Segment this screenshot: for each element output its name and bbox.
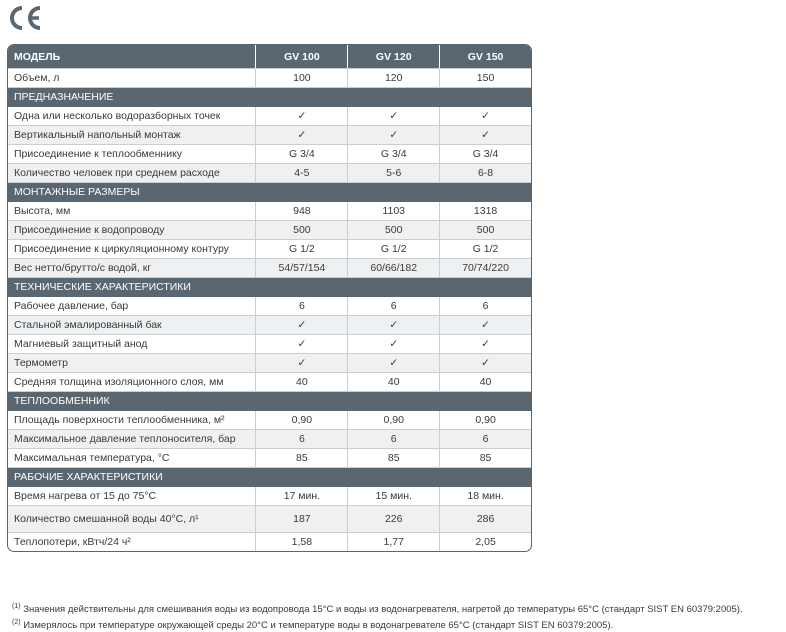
- row-value-gv100: G 3/4: [255, 145, 347, 164]
- row-value-gv150: ✓: [439, 316, 531, 335]
- table-row: [8, 411, 531, 430]
- table-row: [8, 373, 531, 392]
- row-label: Присоединение к теплообменнику: [8, 145, 255, 164]
- row-value-gv120: G 1/2: [347, 240, 439, 259]
- table-row: [8, 126, 531, 145]
- row-value-gv150: ✓: [439, 126, 531, 145]
- row-value-gv150: 286: [439, 506, 531, 533]
- row-value-gv120: ✓: [347, 335, 439, 354]
- table-row: [8, 240, 531, 259]
- row-value-gv120: 40: [347, 373, 439, 392]
- row-value-gv150: G 3/4: [439, 145, 531, 164]
- footnote-1: [12, 600, 743, 616]
- section-title: МОНТАЖНЫЕ РАЗМЕРЫ: [8, 183, 531, 202]
- row-value-gv150: G 1/2: [439, 240, 531, 259]
- row-value-gv100: 40: [255, 373, 347, 392]
- row-value-gv120: ✓: [347, 107, 439, 126]
- row-label: Рабочее давление, бар: [8, 297, 255, 316]
- table-row: [8, 164, 531, 183]
- row-value-gv100: 500: [255, 221, 347, 240]
- row-value-gv120: G 3/4: [347, 145, 439, 164]
- table-row: [8, 335, 531, 354]
- row-label: Количество смешанной воды 40°C, л¹: [8, 506, 255, 533]
- row-value-gv120: 1103: [347, 202, 439, 221]
- table-row: [8, 297, 531, 316]
- row-value-gv150: 500: [439, 221, 531, 240]
- row-value-gv100: 4-5: [255, 164, 347, 183]
- row-value-gv100: 948: [255, 202, 347, 221]
- row-label: Объем, л: [8, 69, 255, 88]
- row-label: Высота, мм: [8, 202, 255, 221]
- spec-table-body: [8, 69, 531, 551]
- table-row: [8, 202, 531, 221]
- row-value-gv100: 0,90: [255, 411, 347, 430]
- row-value-gv150: 150: [439, 69, 531, 88]
- row-value-gv120: 85: [347, 449, 439, 468]
- table-row: [8, 354, 531, 373]
- row-value-gv150: 1318: [439, 202, 531, 221]
- model-gv100-header: GV 100: [255, 45, 347, 69]
- row-value-gv120: 500: [347, 221, 439, 240]
- row-label: Время нагрева от 15 до 75°C: [8, 487, 255, 506]
- row-value-gv150: 40: [439, 373, 531, 392]
- model-gv120-header: GV 120: [347, 45, 439, 69]
- row-value-gv120: 0,90: [347, 411, 439, 430]
- section-title: ТЕХНИЧЕСКИЕ ХАРАКТЕРИСТИКИ: [8, 278, 531, 297]
- row-label: Количество человек при среднем расходе: [8, 164, 255, 183]
- section-title: ПРЕДНАЗНАЧЕНИЕ: [8, 88, 531, 107]
- row-value-gv100: 85: [255, 449, 347, 468]
- row-value-gv120: ✓: [347, 354, 439, 373]
- row-value-gv120: 226: [347, 506, 439, 533]
- row-value-gv120: 5-6: [347, 164, 439, 183]
- table-header-row: [8, 45, 531, 69]
- row-value-gv150: 2,05: [439, 533, 531, 551]
- row-label: Присоединение к водопроводу: [8, 221, 255, 240]
- row-value-gv120: 15 мин.: [347, 487, 439, 506]
- row-value-gv150: ✓: [439, 335, 531, 354]
- table-row: [8, 487, 531, 506]
- row-value-gv120: 6: [347, 297, 439, 316]
- footnote-1-text: Значения действительны для смешивания воды из водопровода 15°C и воды из водонагревателя, нагретой до температуры 65°C (стандарт SIST EN 60379:2005).: [23, 604, 743, 616]
- row-label: Термометр: [8, 354, 255, 373]
- row-value-gv120: 60/66/182: [347, 259, 439, 278]
- table-row: [8, 145, 531, 164]
- row-value-gv150: 70/74/220: [439, 259, 531, 278]
- row-value-gv120: ✓: [347, 126, 439, 145]
- row-value-gv150: 6-8: [439, 164, 531, 183]
- table-row: [8, 430, 531, 449]
- table-row: [8, 107, 531, 126]
- table-row: [8, 506, 531, 533]
- row-value-gv150: 85: [439, 449, 531, 468]
- spec-table: [7, 44, 532, 552]
- row-value-gv150: 18 мин.: [439, 487, 531, 506]
- row-value-gv100: 54/57/154: [255, 259, 347, 278]
- row-value-gv120: 1,77: [347, 533, 439, 551]
- row-value-gv100: 6: [255, 297, 347, 316]
- row-label: Максимальное давление теплоносителя, бар: [8, 430, 255, 449]
- row-value-gv100: ✓: [255, 335, 347, 354]
- row-value-gv150: 6: [439, 297, 531, 316]
- footnote-2-text: Измерялось при температуре окружающей среды 20°C и температуре воды в водонагревателе 65°C (стандарт SIST EN 60379:2005).: [23, 620, 614, 632]
- section-title: ТЕПЛООБМЕННИК: [8, 392, 531, 411]
- row-value-gv150: 6: [439, 430, 531, 449]
- section-header-row: [8, 278, 531, 297]
- row-label: Присоединение к циркуляционному контуру: [8, 240, 255, 259]
- row-value-gv120: ✓: [347, 316, 439, 335]
- row-value-gv100: 17 мин.: [255, 487, 347, 506]
- footnote-1-mark: (1): [12, 603, 21, 610]
- footnotes: [12, 600, 743, 632]
- row-label: Одна или несколько водоразборных точек: [8, 107, 255, 126]
- row-label: Вертикальный напольный монтаж: [8, 126, 255, 145]
- table-row: [8, 316, 531, 335]
- footnote-2-mark: (2): [12, 619, 21, 627]
- row-value-gv100: ✓: [255, 107, 347, 126]
- row-value-gv120: 120: [347, 69, 439, 88]
- row-value-gv100: 100: [255, 69, 347, 88]
- row-value-gv150: ✓: [439, 354, 531, 373]
- row-value-gv100: ✓: [255, 126, 347, 145]
- row-value-gv100: ✓: [255, 316, 347, 335]
- row-value-gv100: 6: [255, 430, 347, 449]
- section-header-row: [8, 88, 531, 107]
- row-label: Магниевый защитный анод: [8, 335, 255, 354]
- table-row: [8, 533, 531, 551]
- row-label: Максимальная температура, °C: [8, 449, 255, 468]
- row-label: Средняя толщина изоляционного слоя, мм: [8, 373, 255, 392]
- row-value-gv150: 0,90: [439, 411, 531, 430]
- row-value-gv100: G 1/2: [255, 240, 347, 259]
- row-value-gv100: 187: [255, 506, 347, 533]
- row-value-gv150: ✓: [439, 107, 531, 126]
- table-row: [8, 259, 531, 278]
- section-header-row: [8, 392, 531, 411]
- section-header-row: [8, 183, 531, 202]
- row-value-gv120: 6: [347, 430, 439, 449]
- model-header: МОДЕЛЬ: [8, 45, 255, 69]
- row-label: Площадь поверхности теплообменника, м²: [8, 411, 255, 430]
- model-gv150-header: GV 150: [439, 45, 531, 69]
- row-label: Вес нетто/брутто/с водой, кг: [8, 259, 255, 278]
- row-label: Теплопотери, кВтч/24 ч²: [14, 536, 131, 548]
- ce-mark-logo: [8, 4, 44, 32]
- table-row: [8, 449, 531, 468]
- table-row: [8, 69, 531, 88]
- row-label: Стальной эмалированный бак: [8, 316, 255, 335]
- row-value-gv100: 1,58: [255, 533, 347, 551]
- section-title: РАБОЧИЕ ХАРАКТЕРИСТИКИ: [8, 468, 531, 487]
- section-header-row: [8, 468, 531, 487]
- table-row: [8, 221, 531, 240]
- row-value-gv100: ✓: [255, 354, 347, 373]
